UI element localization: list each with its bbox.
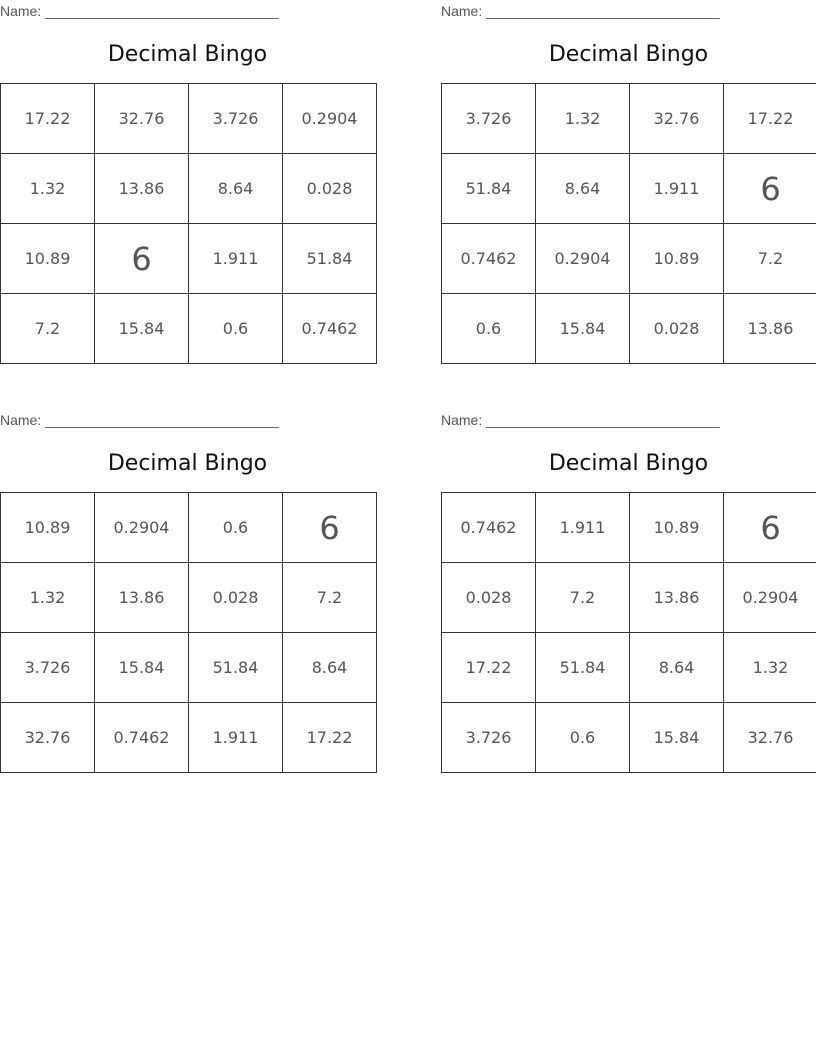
grid-cell: 10.89 [630, 493, 724, 563]
grid-row [1, 633, 377, 703]
grid-cell: 0.6 [189, 294, 283, 364]
grid-cell: 13.86 [95, 563, 189, 633]
card-title: Decimal Bingo [107, 451, 268, 476]
grid-cell: 1.911 [189, 703, 283, 773]
grid-cell: 32.76 [630, 84, 724, 154]
bingo-card-1 [0, 0, 375, 362]
grid-cell: 0.028 [189, 563, 283, 633]
grid-cell: 1.32 [1, 154, 95, 224]
grid-cell: 13.86 [724, 294, 816, 364]
grid-cell: 7.2 [283, 563, 377, 633]
name-line: Name: ______________________________ [0, 3, 279, 19]
grid-cell: 0.7462 [442, 224, 536, 294]
grid-row [442, 493, 816, 563]
grid-row [1, 294, 377, 364]
grid-cell: 0.2904 [724, 563, 816, 633]
grid-cell-large: 6 [724, 493, 816, 563]
grid-cell: 0.6 [189, 493, 283, 563]
card-title: Decimal Bingo [107, 42, 268, 67]
grid-row [1, 154, 377, 224]
grid-cell: 7.2 [1, 294, 95, 364]
grid-cell: 17.22 [724, 84, 816, 154]
grid-cell: 0.6 [442, 294, 536, 364]
grid-cell: 1.32 [536, 84, 630, 154]
grid-cell: 13.86 [630, 563, 724, 633]
grid-cell: 0.028 [630, 294, 724, 364]
grid-cell: 15.84 [95, 294, 189, 364]
grid-cell: 13.86 [95, 154, 189, 224]
grid-cell-large: 6 [724, 154, 816, 224]
grid-row [1, 224, 377, 294]
grid-row [442, 563, 816, 633]
card-title: Decimal Bingo [548, 42, 709, 67]
grid-row [1, 493, 377, 563]
bingo-card-3 [0, 409, 375, 771]
bingo-card-2 [441, 0, 816, 362]
grid-cell: 0.028 [283, 154, 377, 224]
grid-cell: 3.726 [442, 703, 536, 773]
grid-row [442, 703, 816, 773]
grid-cell: 7.2 [536, 563, 630, 633]
bingo-grid [0, 492, 377, 773]
grid-cell: 0.7462 [95, 703, 189, 773]
grid-row [1, 84, 377, 154]
grid-cell: 51.84 [442, 154, 536, 224]
grid-cell: 8.64 [189, 154, 283, 224]
grid-cell: 10.89 [630, 224, 724, 294]
grid-cell: 0.2904 [95, 493, 189, 563]
grid-cell: 15.84 [95, 633, 189, 703]
grid-cell: 0.2904 [536, 224, 630, 294]
bingo-grid [0, 83, 377, 364]
grid-cell: 32.76 [724, 703, 816, 773]
grid-cell: 0.028 [442, 563, 536, 633]
grid-cell: 1.911 [189, 224, 283, 294]
grid-cell: 15.84 [536, 294, 630, 364]
grid-cell: 10.89 [1, 224, 95, 294]
grid-cell: 17.22 [442, 633, 536, 703]
grid-cell: 1.32 [1, 563, 95, 633]
grid-cell: 8.64 [630, 633, 724, 703]
grid-cell: 51.84 [189, 633, 283, 703]
grid-row [1, 563, 377, 633]
grid-cell: 0.6 [536, 703, 630, 773]
grid-cell: 1.32 [724, 633, 816, 703]
grid-cell: 32.76 [95, 84, 189, 154]
grid-cell: 3.726 [1, 633, 95, 703]
grid-cell: 17.22 [283, 703, 377, 773]
grid-cell: 8.64 [283, 633, 377, 703]
grid-row [442, 633, 816, 703]
grid-cell-large: 6 [283, 493, 377, 563]
grid-cell: 17.22 [1, 84, 95, 154]
bingo-card-4 [441, 409, 816, 771]
grid-cell: 51.84 [283, 224, 377, 294]
grid-cell: 51.84 [536, 633, 630, 703]
bingo-grid [441, 492, 816, 773]
grid-cell-large: 6 [95, 224, 189, 294]
grid-cell: 0.7462 [283, 294, 377, 364]
grid-cell: 1.911 [536, 493, 630, 563]
grid-cell: 7.2 [724, 224, 816, 294]
name-line: Name: ______________________________ [0, 412, 279, 428]
card-title: Decimal Bingo [548, 451, 709, 476]
bingo-grid [441, 83, 816, 364]
grid-row [442, 154, 816, 224]
name-line: Name: ______________________________ [441, 3, 720, 19]
grid-cell: 1.911 [630, 154, 724, 224]
grid-cell: 8.64 [536, 154, 630, 224]
grid-cell: 0.7462 [442, 493, 536, 563]
name-line: Name: ______________________________ [441, 412, 720, 428]
grid-cell: 15.84 [630, 703, 724, 773]
grid-row [442, 224, 816, 294]
grid-cell: 10.89 [1, 493, 95, 563]
grid-cell: 3.726 [442, 84, 536, 154]
grid-cell: 3.726 [189, 84, 283, 154]
grid-row [1, 703, 377, 773]
grid-cell: 32.76 [1, 703, 95, 773]
grid-cell: 0.2904 [283, 84, 377, 154]
grid-row [442, 294, 816, 364]
grid-row [442, 84, 816, 154]
